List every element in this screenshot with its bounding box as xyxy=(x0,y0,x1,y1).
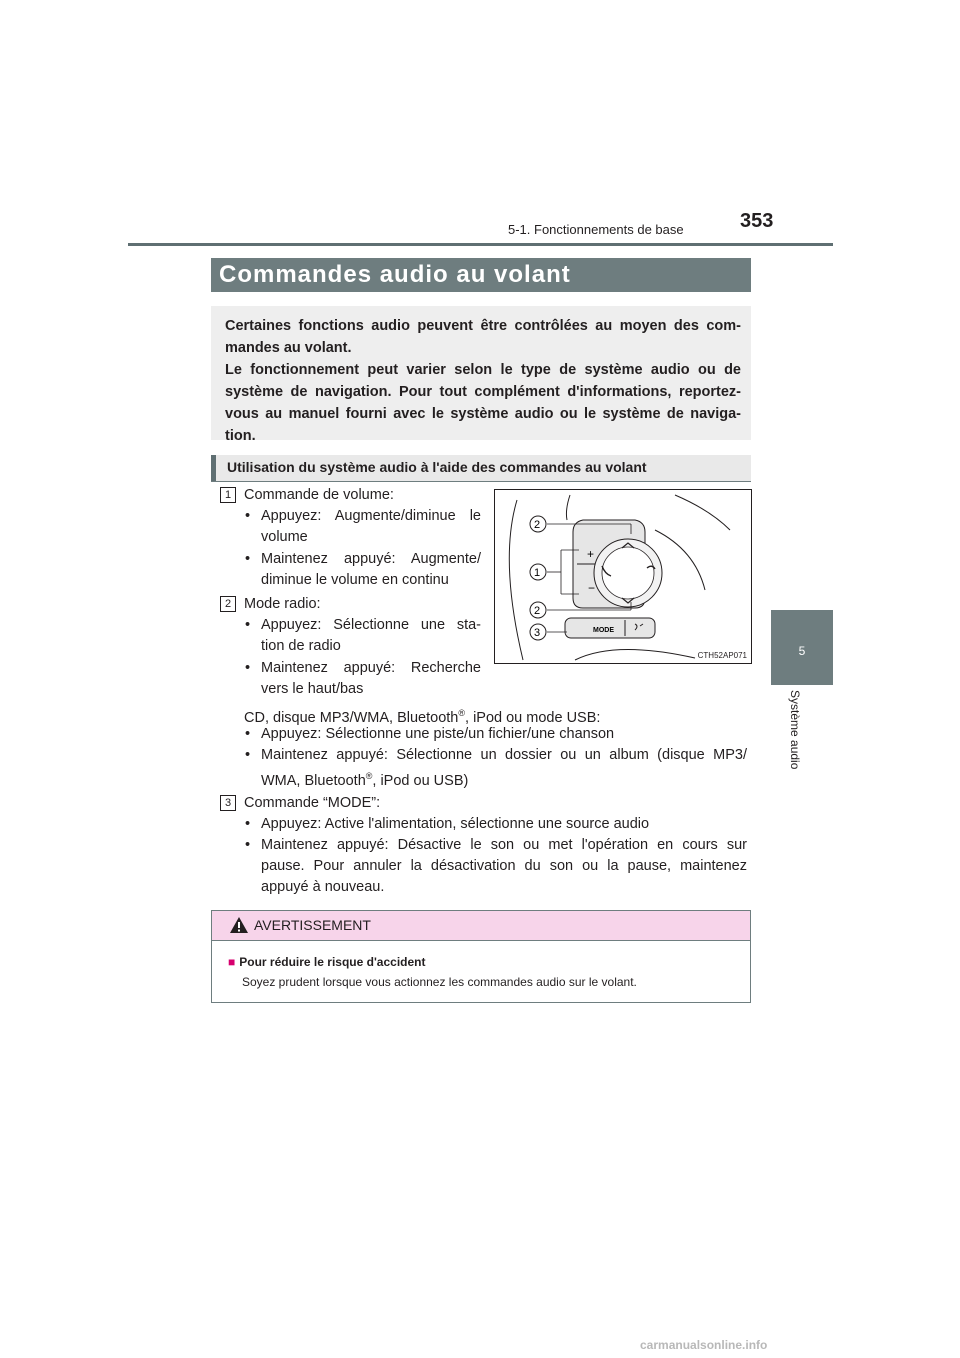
mode-button-label: MODE xyxy=(593,627,614,634)
intro-line: Le fonctionnement peut varier selon le type de système audio ou de xyxy=(225,362,741,378)
bullet-text: Appuyez: Active l'alimentation, sélectionne une source audio xyxy=(261,816,650,832)
item-number-1: 1 xyxy=(220,487,236,503)
chapter-number: 5 xyxy=(798,644,806,658)
subsection-title: Utilisation du système audio à l'aide des commandes au volant xyxy=(227,459,647,475)
bullet-text: Maintenez appuyé: Augmente/ xyxy=(261,551,481,567)
bullet-marker: • xyxy=(245,747,251,763)
item-title-mode: Commande “MODE”: xyxy=(244,795,381,811)
warning-header-text: AVERTISSEMENT xyxy=(254,917,371,933)
bullet-marker: • xyxy=(245,551,251,567)
section-title: Commandes audio au volant xyxy=(219,261,571,288)
item-number-3: 3 xyxy=(220,795,236,811)
item-title-radio: Mode radio: xyxy=(244,596,321,612)
intro-line: tion. xyxy=(225,428,256,444)
bullet-text: WMA, Bluetooth®, iPod ou USB) xyxy=(261,771,469,789)
bullet-marker: • xyxy=(245,617,251,633)
intro-line: système de navigation. Pour tout complément d'informations, reportez- xyxy=(225,384,741,400)
item-number-2: 2 xyxy=(220,596,236,612)
section-title-bar xyxy=(211,258,751,292)
bullet-text: volume xyxy=(261,529,308,545)
bullet-text: pause. Pour annuler la désactivation du son ou la pause, maintenez xyxy=(261,858,747,874)
bullet-text: Appuyez: Sélectionne une sta- xyxy=(261,617,481,633)
steering-switch-figure xyxy=(494,489,752,664)
site-watermark: carmanualsonline.info xyxy=(640,1338,768,1352)
bullet-text: diminue le volume en continu xyxy=(261,572,449,588)
volume-plus-label: + xyxy=(587,547,595,561)
intro-line: mandes au volant. xyxy=(225,340,352,356)
callout-3: 3 xyxy=(534,627,541,639)
warning-text: Soyez prudent lorsque vous actionnez les commandes audio sur le volant. xyxy=(242,975,637,989)
callout-2-bottom: 2 xyxy=(534,605,541,617)
subsection-accent xyxy=(211,455,216,481)
bullet-text: Maintenez appuyé: Désactive le son ou met l'opération en cours sur xyxy=(261,837,747,853)
warning-title: ■ Pour réduire le risque d'accident xyxy=(228,955,426,969)
bullet-text: appuyé à nouveau. xyxy=(261,879,385,895)
steering-switch-illustration xyxy=(495,490,751,663)
section-reference: 5-1. Fonctionnements de base xyxy=(508,222,684,237)
chapter-tab xyxy=(771,610,833,685)
bullet-text: tion de radio xyxy=(261,638,341,654)
chapter-label-text: Système audio xyxy=(788,690,802,770)
figure-code: CTH52AP071 xyxy=(697,651,747,660)
intro-line: vous au manuel fourni avec le système audio ou le système de naviga- xyxy=(225,406,741,422)
bullet-marker: • xyxy=(245,837,251,853)
volume-minus-label: − xyxy=(588,581,596,595)
intro-box xyxy=(211,306,751,444)
bullet-text: Appuyez: Augmente/diminue le xyxy=(261,508,481,524)
warning-marker: ■ xyxy=(228,955,236,969)
header-rule xyxy=(128,243,833,246)
cd-mode-heading: CD, disque MP3/WMA, Bluetooth®, iPod ou mode USB: xyxy=(244,708,601,726)
bullet-marker: • xyxy=(245,508,251,524)
callout-2-top: 2 xyxy=(534,519,541,531)
subsection-bar xyxy=(211,455,751,482)
intro-line: Certaines fonctions audio peuvent être contrôlées au moyen des com- xyxy=(225,318,741,334)
callout-1: 1 xyxy=(534,567,541,579)
bullet-marker: • xyxy=(245,816,251,832)
warning-triangle-icon xyxy=(229,916,249,934)
bullet-text: Appuyez: Sélectionne une piste/un fichier/une chanson xyxy=(261,726,615,742)
page-number: 353 xyxy=(740,210,774,232)
warning-header xyxy=(212,911,750,941)
warning-box xyxy=(211,910,751,1003)
bullet-text: vers le haut/bas xyxy=(261,681,364,697)
chapter-label xyxy=(777,690,827,800)
bullet-marker: • xyxy=(245,726,251,742)
item-title-volume: Commande de volume: xyxy=(244,487,394,503)
bullet-marker: • xyxy=(245,660,251,676)
bullet-text: Maintenez appuyé: Sélectionne un dossier ou un album (disque MP3/ xyxy=(261,747,747,763)
bullet-text: Maintenez appuyé: Recherche xyxy=(261,660,481,676)
